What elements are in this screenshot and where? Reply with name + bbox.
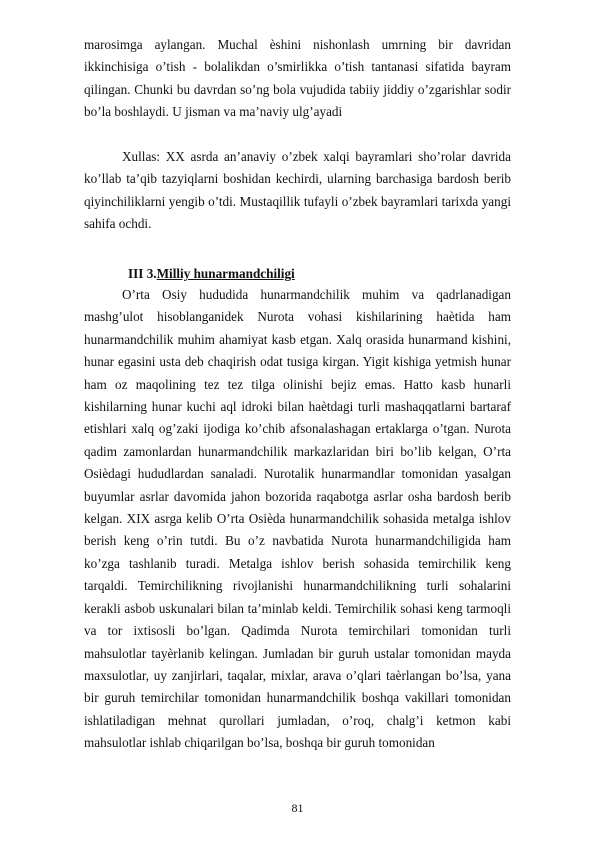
section-heading <box>128 264 295 284</box>
paragraph-handicraft: O’rta Osiy hududida hunarmandchilik muhim va qadrlanadigan mashg’ulot hisoblanganidek Nurota vohasi kishilarining haètida ham hunarmandchilik muhim ahamiyat kasb etgan. Xalq orasida hunarmand kishini, hunar egasini usta deb chaqirish odat tusiga kirgan. Yigit kishiga yetmish hunar ham oz maqolining tez tez tilga olinishi bejiz emas. Hatto kasb hunarli kishilarning hunar kuchi aql idroki bilan haètdagi turli mashaqqatlarni bartaraf etishlari xalq og’zaki ijodiga ko’chib afsonalashagan ertaklarga o’tgan. Nurota qadim zamonlardan hunarmandchilik markazlaridan biri bo’lib kelgan, O’rta Osièdagi hududlardan sanaladi. Nurotalik hunarmandlar tomonidan yasalgan buyumlar asrlar davomida jahon bozorida raqabotga asrlar osha bardosh berib kelgan. XIX asrga kelib O’rta Osièda hunarmandchilik sohasida metalga ishlov berish keng o’rin tutdi. Bu o’z navbatida Nurota hunarmandchiligida ham ko’zga tashlanib turadi. Metalga ishlov berish sohasida temirchilik keng tarqaldi. Temirchilikning rivojlanishi hunarmandchilikning turli sohalarini kerakli asbob uskunalari bilan ta’minlab keldi. Temirchilik sohasi keng tarmoqli va tor ixtisosli bo’lgan. Qadimda Nurota temirchilari tomonidan turli mahsulotlar tayèrlanib kelingan. Jumladan bir guruh ustalar tomonidan mayda maxsulotlar, uy zanjirlari, taqalar, mixlar, arava o’qlari taèrlangan bo’lsa, yana bir guruh temirchilar tomonidan hunarmandchilik boshqa vakillari tomonidan ishlatiladigan mehnat qurollari jumladan, o’roq, chalg’i ketmon kabi mahsulotlar ishlab chiqarilgan bo’lsa, boshqa bir guruh tomonidan <box>84 287 511 751</box>
section-heading-title: Milliy hunarmandchiligi <box>156 266 295 281</box>
page-number: 81 <box>291 801 304 815</box>
section-heading-number: III 3. <box>128 266 157 281</box>
paragraph-muchal-celebration: marosimga aylangan. Muchal èshini nishonlash umrning bir davridan ikkinchisiga o’tish - bolalikdan o’smirlikka o’tish tantanasi sifatida bayram qilingan. Chunki bu davrdan so’ng bola vujudida tabiiy jiddiy o’zgarishlar sodir bo’la boshlaydi. U jisman va ma’naviy ulg’ayadi <box>84 37 511 120</box>
paragraph-summary: Xullas: XX asrda an’anaviy o’zbek xalqi bayramlari sho’rolar davrida ko’llab ta’qib tazyiqlarni boshidan kechirdi, ularning barchasiga bardosh berib qiyinchiliklarni yengib o’tdi. Mustaqillik tufayli o’zbek bayramlari tarixda yangi sahifa ochdi. <box>84 149 511 232</box>
